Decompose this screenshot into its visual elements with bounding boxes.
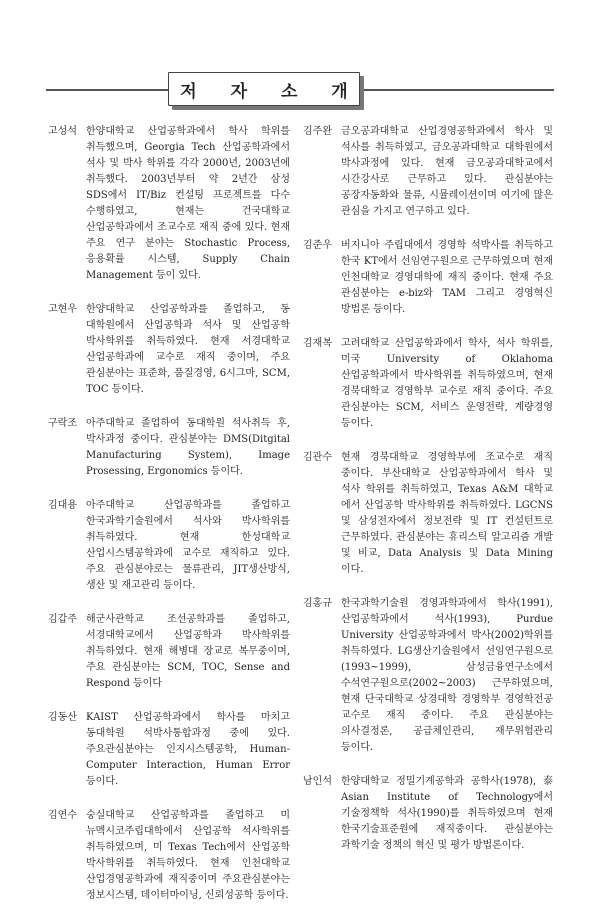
author-name: 김준우 <box>303 240 332 251</box>
author-bio: 아주대학교 산업공학과를 졸업하고 한국과학기술원에서 석사와 박사학위를 취득하였다. 현재 한성대학교 산업시스템공학과에 교수로 재직하고 있다. 주요 관심분야로는 물류관리, JIT생산방식, 생산 및 재고관리 등이다. <box>86 500 290 591</box>
author-bio: 해군사관학교 조선공학과를 졸업하고, 서경대학교에서 산업공학과 박사학위를 취득하였다. 현재 해병대 장교로 복무중이며, 주요 관심분야는 SCM, TOC, Sense and Respond 등이다 <box>86 614 290 689</box>
author-name: 김대용 <box>48 500 77 511</box>
title-box <box>168 72 360 106</box>
author-entry <box>48 124 290 284</box>
author-entry <box>48 416 290 480</box>
author-bio: 한양대학교 정밀기계공학과 공학사(1978), 泰 Asian Institute of Technology에서 기술정책학 석사(1990)를 취득하였으며 현재 한국기술표준원에 재직중이다. 관심분야는 과학기술 정책의 혁신 및 평가 방법론이다. <box>341 776 553 851</box>
author-entry <box>303 336 553 432</box>
author-bio: 버지니아 주립대에서 경영학 석박사를 취득하고 한국 KT에서 선임연구원으로 근무하였으며 현재 인천대학교 경영대학에 재직 중이다. 현재 주요 관심분야는 e-biz와 TAM 그리고 경영혁신 방법론 등이다. <box>341 240 553 315</box>
author-entry <box>303 774 553 854</box>
author-bio: 한양대학교 산업공학과를 졸업하고, 동 대학원에서 산업공학과 석사 및 산업공학 박사학위를 취득하였다. 현재 서경대학교 산업공학과에 교수로 재직 중이며, 주요 관심분야는 표준화, 품질경영, 6시그마, SCM, TOC 등이다. <box>86 304 290 395</box>
author-entry <box>303 124 553 220</box>
author-bio: 현재 경북대학교 경영학부에 조교수로 재직 중이다. 부산대학교 산업공학과에서 학사 및 석사 학위를 취득하였고, Texas A&M 대학교 에서 산업공학 박사학위를 취득하였다. LGCNS 및 삼성전자에서 정보전략 및 IT 컨설턴트로 근무하였다. 관심분야는 휴리스틱 알고리즘 개발 및 비교, Data Analysis 및 Data Mining 이다. <box>341 452 553 575</box>
author-name: 김재복 <box>303 338 332 349</box>
author-name: 김갑주 <box>48 614 77 625</box>
author-bio: KAIST 산업공학과에서 학사를 마치고 동대학원 석박사통합과정 중에 있다. 주요관심분야는 인지시스템공학, Human-Computer Interaction, Human Error 등이다. <box>86 712 290 787</box>
author-bio: 아주대학교 졸업하여 동대학원 석사취득 후, 박사과정 중이다. 관심분야는 DMS(Ditgital Manufacturing System), Image Prosessing, Ergonomics 등이다. <box>86 418 290 477</box>
author-bio: 한국과학기술원 경영과학과에서 학사(1991), 산업공학과에서 석사(1993), Purdue University 산업공학과에서 박사(2002)학위를 취득하였다. LG생산기술원에서 선임연구원으로(1993~1999), 삼성금융연구소에서 수석연구원으로(2002~2003) 근무하였으며, 현재 단국대학교 상경대학 경영학부 경영학전공 교수로 재직 중이다. 주요 관심분야는 의사결정론, 공급체인관리, 재무위험관리 등이다. <box>341 598 553 753</box>
author-name: 김연수 <box>48 810 77 821</box>
author-name: 김주완 <box>303 126 332 137</box>
author-entry <box>48 710 290 790</box>
author-name: 김홍규 <box>303 598 332 609</box>
author-entry <box>303 596 553 756</box>
author-bio: 숭실대학교 산업공학과를 졸업하고 미 뉴멕시코주립대학에서 산업공학 석사학위를 취득하였으며, 미 Texas Tech에서 산업공학 박사학위를 취득하였다. 현재 인천대학교 산업경영공학과에 재직중이며 주요관심분야는 정보시스템, 데이터마이닝, 신뢰성공학 등이다. <box>86 810 290 901</box>
author-name: 김동산 <box>48 712 77 723</box>
page-title: 저 자 소 개 <box>180 81 362 102</box>
author-entry <box>48 498 290 594</box>
author-name: 고현우 <box>48 304 77 315</box>
author-entry <box>303 450 553 578</box>
author-name: 남인석 <box>303 776 332 787</box>
author-name: 구락조 <box>48 418 77 429</box>
author-entry <box>48 808 290 904</box>
right-column <box>303 124 553 854</box>
author-entry <box>48 302 290 398</box>
author-entry <box>303 238 553 318</box>
author-bio: 고려대학교 산업공학과에서 학사, 석사 학위를, 미국 University of Oklahoma 산업공학과에서 박사학위를 취득하였으며, 현재 경북대학교 경영학부 교수로 재직 중이다. 주요 관심분야는 SCM, 서비스 운영전략, 계량경영 등이다. <box>341 338 553 429</box>
author-bio: 한양대학교 산업공학과에서 학사 학위를 취득했으며, Georgia Tech 산업공학과에서 석사 및 박사 학위를 각각 2000년, 2003년에 취득했다. 2003년부터 약 2년간 삼성 SDS에서 IT/Biz 컨설팅 프로젝트를 다수 수행하였고, 현재는 건국대학교 산업공학과에서 조교수로 재직 중에 있다. 현재 주요 연구 분야는 Stochastic Process, 응용확률 시스템, Supply Chain Management 등이 있다. <box>86 126 290 281</box>
author-name: 김관수 <box>303 452 332 463</box>
author-bio: 금오공과대학교 산업경영공학과에서 학사 및 석사를 취득하였고, 금오공과대학교 대학원에서 박사과정에 있다. 현재 금오공과대학교에서 시간강사로 근무하고 있다. 관심분야는 공장자동화와 물류, 시뮬레이션이며 여기에 많은 관심을 가지고 연구하고 있다. <box>341 126 553 217</box>
author-name: 고성석 <box>48 126 77 137</box>
author-entry <box>48 612 290 692</box>
left-column <box>48 124 290 904</box>
